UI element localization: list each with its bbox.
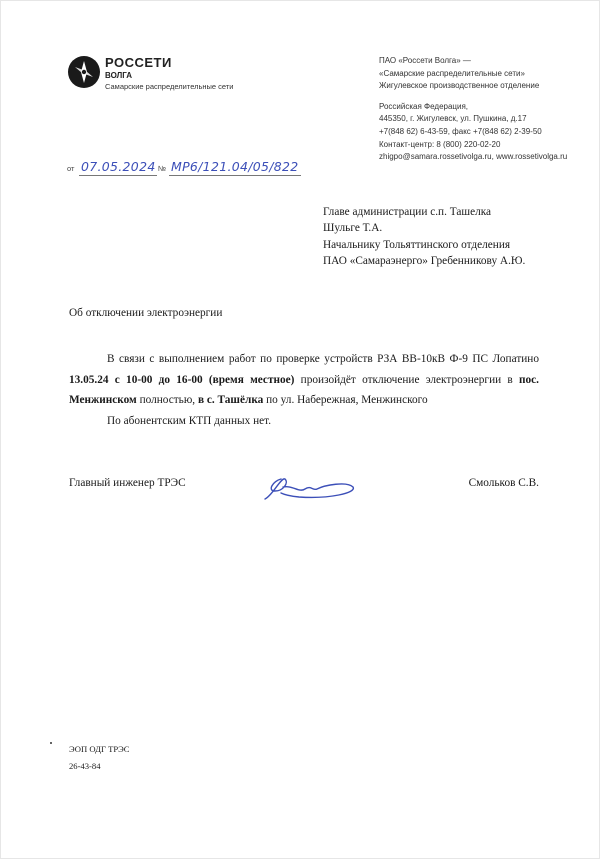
addressee-line: Шульге Т.А. [323, 222, 383, 235]
addressee-line: ПАО «Самараэнерго» Гребенникову А.Ю. [323, 254, 526, 267]
body-text: по ул. Набережная, Менжинского [263, 394, 428, 406]
sender-contact-line: Контакт-центр: 8 (800) 220-02-20 [379, 139, 501, 149]
addressees [323, 204, 525, 269]
registration-number: МР6/121.04/05/822 [171, 159, 299, 174]
letter-body [69, 349, 539, 431]
body-text: полностью, [136, 394, 198, 406]
registration-date: 07.05.2024 [81, 159, 156, 174]
signer-position: Главный инженер ТРЭС [69, 477, 186, 489]
body-bold-text: 13.05.24 с 10-00 до 16-00 (время местное) [69, 373, 295, 386]
number-label: № [158, 164, 167, 173]
sender-org-line: «Самарские распределительные сети» [379, 68, 525, 78]
signer-name: Смольков С.В. [468, 477, 539, 489]
sender-contact-line: zhigpo@samara.rossetivolga.ru, www.rossetivolga.ru [379, 152, 568, 162]
sender-contact-line: +7(848 62) 6-43-59, факс +7(848 62) 2-39-50 [379, 126, 542, 136]
letter-subject: Об отключении электроэнергии [69, 307, 223, 319]
from-label: от [67, 164, 75, 173]
sender-org-line: Жигулевское производственное отделение [379, 81, 540, 91]
addressee-line: Главе администрации с.п. Ташелка [323, 206, 492, 218]
addressee-line: Начальнику Тольяттинского отделения [323, 238, 511, 251]
bullet-dot [50, 742, 52, 744]
body-text: В связи с выполнением работ по проверке устройств РЗА ВВ-10кВ Ф-9 ПС Лопатино [107, 353, 539, 365]
sender-contact-line: Российская Федерация, [379, 101, 469, 111]
body-paragraph: По абонентским КТП данных нет. [107, 414, 272, 427]
logo-tagline: Самарские распределительные сети [105, 82, 234, 91]
executor-phone: 26-43-84 [69, 761, 101, 771]
sender-contact-line: 445350, г. Жигулевск, ул. Пушкина, д.17 [379, 114, 527, 124]
rosseti-logo-icon [67, 55, 101, 89]
sender-block [379, 55, 567, 164]
registration-line [67, 157, 307, 179]
body-paragraph [69, 349, 539, 411]
logo-name: РОССЕТИ [105, 55, 172, 70]
executor-footer [69, 741, 130, 775]
body-bold-text: в с. Ташёлка [197, 394, 264, 406]
body-text: произойдёт отключение электроэнергии в [294, 373, 519, 386]
company-logo [67, 51, 237, 101]
body-bold-text: пос. Менжинском [69, 373, 539, 406]
logo-subname: ВОЛГА [105, 71, 133, 80]
executor-dept: ЭОП ОДГ ТРЭС [69, 744, 130, 754]
handwritten-signature [259, 469, 359, 505]
sender-org-line: ПАО «Россети Волга» — [379, 56, 471, 65]
